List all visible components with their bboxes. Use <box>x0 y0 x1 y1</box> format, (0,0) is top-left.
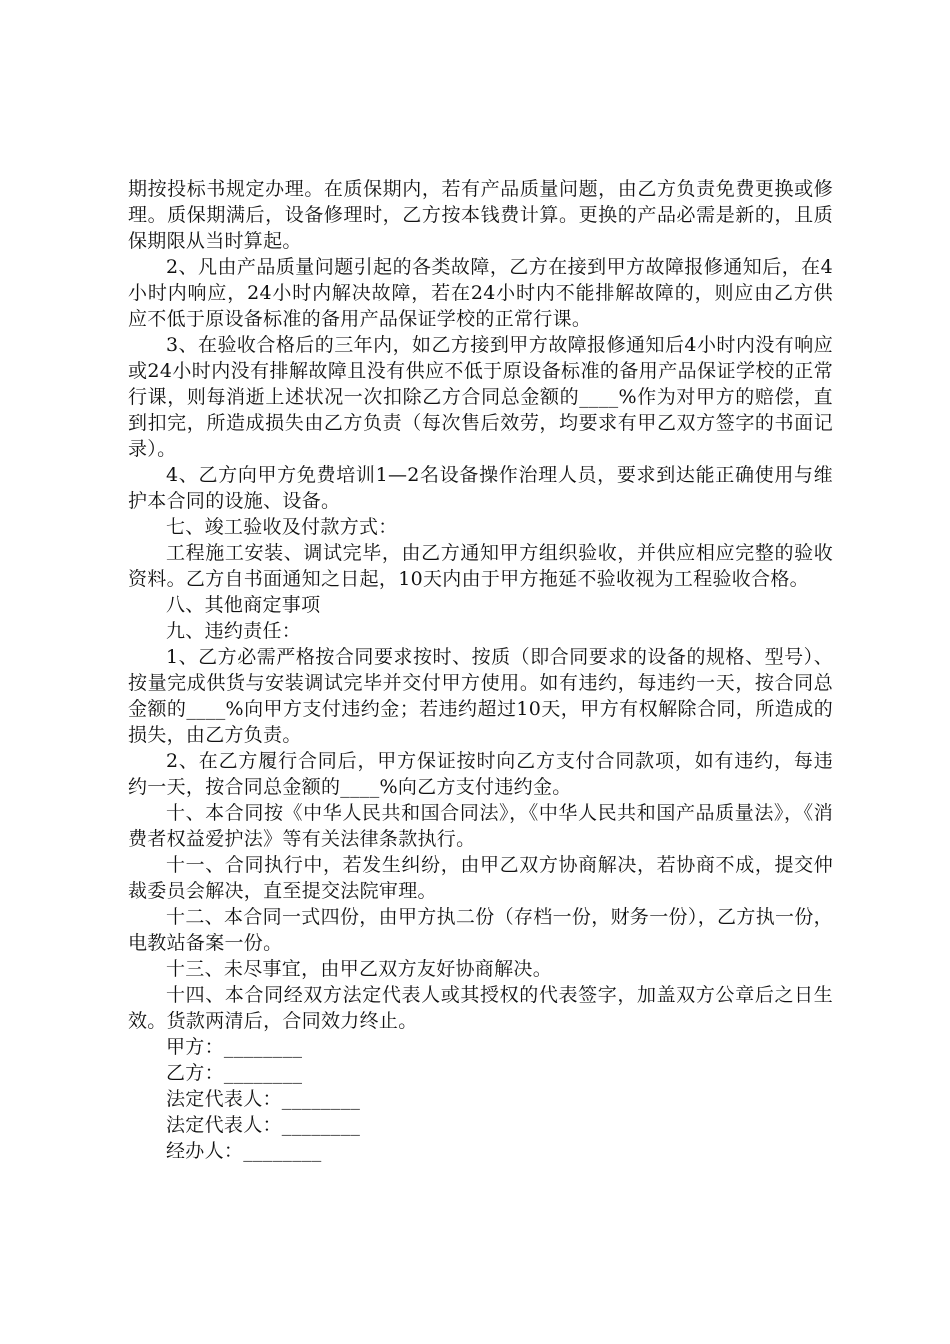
paragraph-training: 4、乙方向甲方免费培训1—2名设备操作治理人员，要求到达能正确使用与维护本合同的设施、设备。 <box>128 464 833 512</box>
paragraph-supplier-liability: 1、乙方必需严格按合同要求按时、按质（即合同要求的设备的规格、型号）、按量完成供货与安装调试完毕并交付甲方使用。如有违约，每违约一天，按合同总金额的____%向甲方支付违约金；若违约超过10天，甲方有权解除合同，所造成的损失，由乙方负责。 <box>128 646 833 746</box>
paragraph-acceptance: 工程施工安装、调试完毕，由乙方通知甲方组织验收，并供应相应完整的验收资料。乙方自书面通知之日起，10天内由于甲方拖延不验收视为工程验收合格。 <box>128 542 833 590</box>
section-heading-other-matters: 八、其他商定事项 <box>166 594 321 616</box>
section-heading-acceptance: 七、竣工验收及付款方式： <box>166 516 398 538</box>
paragraph-effectiveness: 十四、本合同经双方法定代表人或其授权的代表签字，加盖双方公章后之日生效。货款两清后，合同效力终止。 <box>128 984 833 1032</box>
contract-body <box>128 176 833 1164</box>
paragraph-buyer-liability: 2、在乙方履行合同后，甲方保证按时向乙方支付合同款项，如有违约，每违约一天，按合同总金额的____%向乙方支付违约金。 <box>128 750 833 798</box>
signature-legal-rep-1: 法定代表人：________ <box>166 1088 361 1110</box>
paragraph-unresolved-matters: 十三、未尽事宜，由甲乙双方友好协商解决。 <box>166 958 553 980</box>
paragraph-dispute-resolution: 十一、合同执行中，若发生纠纷，由甲乙双方协商解决，若协商不成，提交仲裁委员会解决，直至提交法院审理。 <box>128 854 833 902</box>
paragraph-governing-law: 十、本合同按《中华人民共和国合同法》，《中华人民共和国产品质量法》，《消费者权益爱护法》等有关法律条款执行。 <box>128 802 833 850</box>
paragraph-compensation: 3、在验收合格后的三年内，如乙方接到甲方故障报修通知后4小时内没有响应或24小时内没有排解故障且没有供应不低于原设备标准的备用产品保证学校的正常行课，则每消逝上述状况一次扣除乙方合同总金额的____%作为对甲方的赔偿，直到扣完，所造成损失由乙方负责（每次售后效劳，均要求有甲乙双方签字的书面记录）。 <box>128 334 833 460</box>
paragraph-fault-response: 2、凡由产品质量问题引起的各类故障，乙方在接到甲方故障报修通知后，在4小时内响应，24小时内解决故障，若在24小时内不能排解故障的，则应由乙方供应不低于原设备标准的备用产品保证学校的正常行课。 <box>128 256 833 330</box>
signature-legal-rep-2: 法定代表人：________ <box>166 1114 361 1136</box>
paragraph-warranty-terms: 期按投标书规定办理。在质保期内，若有产品质量问题，由乙方负责免费更换或修理。质保期满后，设备修理时，乙方按本钱费计算。更换的产品必需是新的，且质保期限从当时算起。 <box>128 178 833 252</box>
paragraph-copies: 十二、本合同一式四份，由甲方执二份（存档一份，财务一份），乙方执一份，电教站备案一份。 <box>128 906 833 954</box>
signature-party-b: 乙方：________ <box>166 1062 303 1084</box>
signature-party-a: 甲方：________ <box>166 1036 303 1058</box>
section-heading-liability: 九、违约责任： <box>166 620 302 642</box>
signature-handler: 经办人：________ <box>166 1140 322 1162</box>
